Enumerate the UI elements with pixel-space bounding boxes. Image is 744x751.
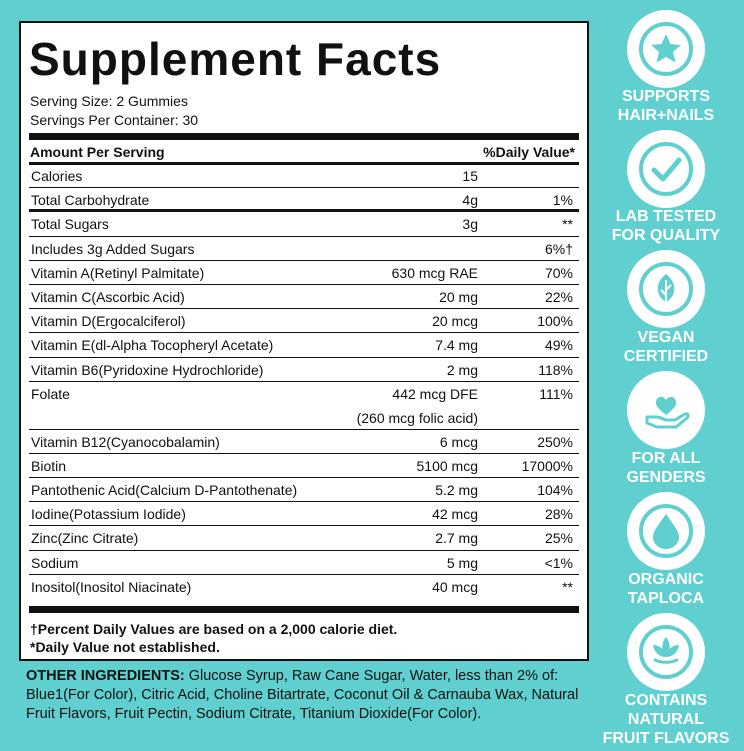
table-row bbox=[29, 478, 579, 502]
nutrient-daily-value: <1% bbox=[544, 554, 573, 571]
badge-star bbox=[627, 10, 705, 88]
table-row bbox=[29, 575, 579, 599]
amount-per-serving-header: Amount Per Serving bbox=[30, 144, 165, 160]
nutrient-amount: 6 mcg bbox=[439, 433, 478, 450]
nutrient-daily-value: 118% bbox=[538, 361, 573, 378]
badge-label-all-genders: FOR ALL GENDERS bbox=[626, 450, 706, 486]
table-row bbox=[29, 237, 579, 261]
badge-label-lab-tested: LAB TESTED FOR QUALITY bbox=[611, 208, 721, 244]
drop-icon bbox=[627, 492, 705, 570]
nutrient-amount: 4g bbox=[462, 192, 478, 209]
badge-label-organic: ORGANIC TAPLOCA bbox=[627, 571, 705, 607]
divider-thick bbox=[29, 133, 579, 140]
nutrient-name: Sodium bbox=[31, 554, 79, 571]
nutrient-name: Pantothenic Acid(Calcium D-Pantothenate) bbox=[31, 482, 298, 499]
table-row bbox=[29, 333, 579, 357]
nutrient-daily-value: ** bbox=[562, 216, 573, 233]
nutrient-name: Zinc(Zinc Citrate) bbox=[31, 530, 139, 547]
footnote-dv-not-established: *Daily Value not established. bbox=[30, 639, 220, 655]
flower-icon bbox=[627, 613, 705, 691]
table-header bbox=[30, 142, 578, 162]
nutrient-amount: 442 mcg DFE bbox=[392, 385, 478, 402]
table-row bbox=[29, 526, 579, 550]
badge-leaf bbox=[627, 250, 705, 328]
table-row bbox=[29, 430, 579, 454]
check-icon bbox=[627, 130, 705, 208]
nutrient-daily-value: 6%† bbox=[544, 240, 573, 257]
nutrient-daily-value: 250% bbox=[537, 433, 573, 450]
nutrient-amount: 630 mcg RAE bbox=[391, 264, 478, 281]
divider-thick bbox=[29, 606, 579, 613]
nutrient-amount: 3g bbox=[462, 216, 478, 233]
nutrient-amount: 7.4 mg bbox=[435, 337, 478, 354]
nutrient-name: Includes 3g Added Sugars bbox=[31, 240, 195, 257]
nutrient-amount: 42 mcg bbox=[432, 506, 478, 523]
ingredients-label: OTHER INGREDIENTS: bbox=[26, 668, 185, 684]
nutrient-daily-value: 28% bbox=[544, 506, 573, 523]
nutrient-amount: 20 mg bbox=[439, 288, 478, 305]
nutrient-amount: 5.2 mg bbox=[435, 482, 478, 499]
heart-hand-icon bbox=[627, 371, 705, 449]
other-ingredients bbox=[26, 667, 586, 724]
nutrient-table bbox=[29, 164, 579, 599]
nutrient-name: Vitamin B12(Cyanocobalamin) bbox=[31, 433, 220, 450]
nutrient-amount: 40 mcg bbox=[432, 578, 478, 595]
nutrient-daily-value: 25% bbox=[544, 530, 573, 547]
badge-check bbox=[627, 130, 705, 208]
footnote-percent-dv: †Percent Daily Values are based on a 2,000 calorie diet. bbox=[30, 621, 398, 637]
star-icon bbox=[627, 10, 705, 88]
supplement-facts-panel bbox=[19, 21, 589, 661]
daily-value-header: %Daily Value* bbox=[483, 144, 575, 160]
nutrient-daily-value: 1% bbox=[552, 192, 573, 209]
table-row bbox=[29, 454, 579, 478]
nutrient-name: Biotin bbox=[31, 457, 67, 474]
badge-flower bbox=[627, 613, 705, 691]
leaf-icon bbox=[627, 250, 705, 328]
nutrient-amount: 2.7 mg bbox=[435, 530, 478, 547]
nutrient-name: Vitamin C(Ascorbic Acid) bbox=[31, 288, 185, 305]
page-title: Supplement Facts bbox=[29, 33, 442, 85]
table-row bbox=[29, 309, 579, 333]
nutrient-daily-value: 49% bbox=[544, 337, 573, 354]
nutrient-amount: 15 bbox=[462, 168, 478, 184]
badge-heart-hand bbox=[627, 371, 705, 449]
table-row bbox=[29, 285, 579, 309]
nutrient-name: Calories bbox=[31, 168, 83, 184]
nutrient-name: Vitamin B6(Pyridoxine Hydrochloride) bbox=[31, 361, 264, 378]
table-row bbox=[29, 188, 579, 212]
nutrient-daily-value: 17000% bbox=[521, 457, 573, 474]
nutrient-amount-detail: (260 mcg folic acid) bbox=[356, 409, 478, 426]
nutrient-name: Total Carbohydrate bbox=[31, 192, 150, 209]
badge-label-fruit-flavors: CONTAINS NATURAL FRUIT FLAVORS bbox=[602, 692, 730, 747]
nutrient-daily-value: 70% bbox=[544, 264, 573, 281]
servings-per-container: Servings Per Container: 30 bbox=[30, 112, 199, 128]
nutrient-daily-value: ** bbox=[562, 578, 573, 595]
badge-label-hair-nails: SUPPORTS HAIR+NAILS bbox=[617, 88, 715, 124]
badge-drop bbox=[627, 492, 705, 570]
nutrient-amount: 20 mcg bbox=[432, 313, 478, 330]
nutrient-name: Total Sugars bbox=[31, 216, 109, 233]
nutrient-name: Iodine(Potassium Iodide) bbox=[31, 506, 186, 523]
nutrient-name: Inositol(Inositol Niacinate) bbox=[31, 578, 192, 595]
nutrient-name: Vitamin D(Ergocalciferol) bbox=[31, 313, 186, 330]
table-row bbox=[29, 502, 579, 526]
table-row bbox=[29, 382, 579, 430]
nutrient-name: Vitamin E(dl-Alpha Tocopheryl Acetate) bbox=[31, 337, 274, 354]
nutrient-amount: 5 mg bbox=[446, 554, 478, 571]
nutrient-daily-value: 104% bbox=[537, 482, 573, 499]
table-row bbox=[29, 358, 579, 382]
nutrient-name: Folate bbox=[31, 385, 70, 402]
serving-size: Serving Size: 2 Gummies bbox=[30, 93, 188, 109]
nutrient-amount: 5100 mcg bbox=[416, 457, 478, 474]
table-row bbox=[29, 212, 579, 236]
table-row bbox=[29, 551, 579, 575]
nutrient-name: Vitamin A(Retinyl Palmitate) bbox=[31, 264, 205, 281]
nutrient-daily-value: 22% bbox=[544, 288, 573, 305]
nutrient-amount: 2 mg bbox=[446, 361, 478, 378]
table-row bbox=[29, 164, 579, 188]
ingredients-text: Glucose Syrup, Raw Cane Sugar, Water, less than 2% of: Blue1(For Color), Citric Acid, Choline Bitartrate, Coconut Oil & Carnauba Wax, Natural Fruit Flavors, Fruit Pectin, Sodium Citrate, Titanium Dioxide(For Color). bbox=[26, 668, 579, 722]
table-row bbox=[29, 261, 579, 285]
badge-label-vegan: VEGAN CERTIFIED bbox=[623, 329, 709, 365]
nutrient-daily-value: 100% bbox=[537, 313, 573, 330]
nutrient-daily-value: 111% bbox=[539, 385, 573, 402]
